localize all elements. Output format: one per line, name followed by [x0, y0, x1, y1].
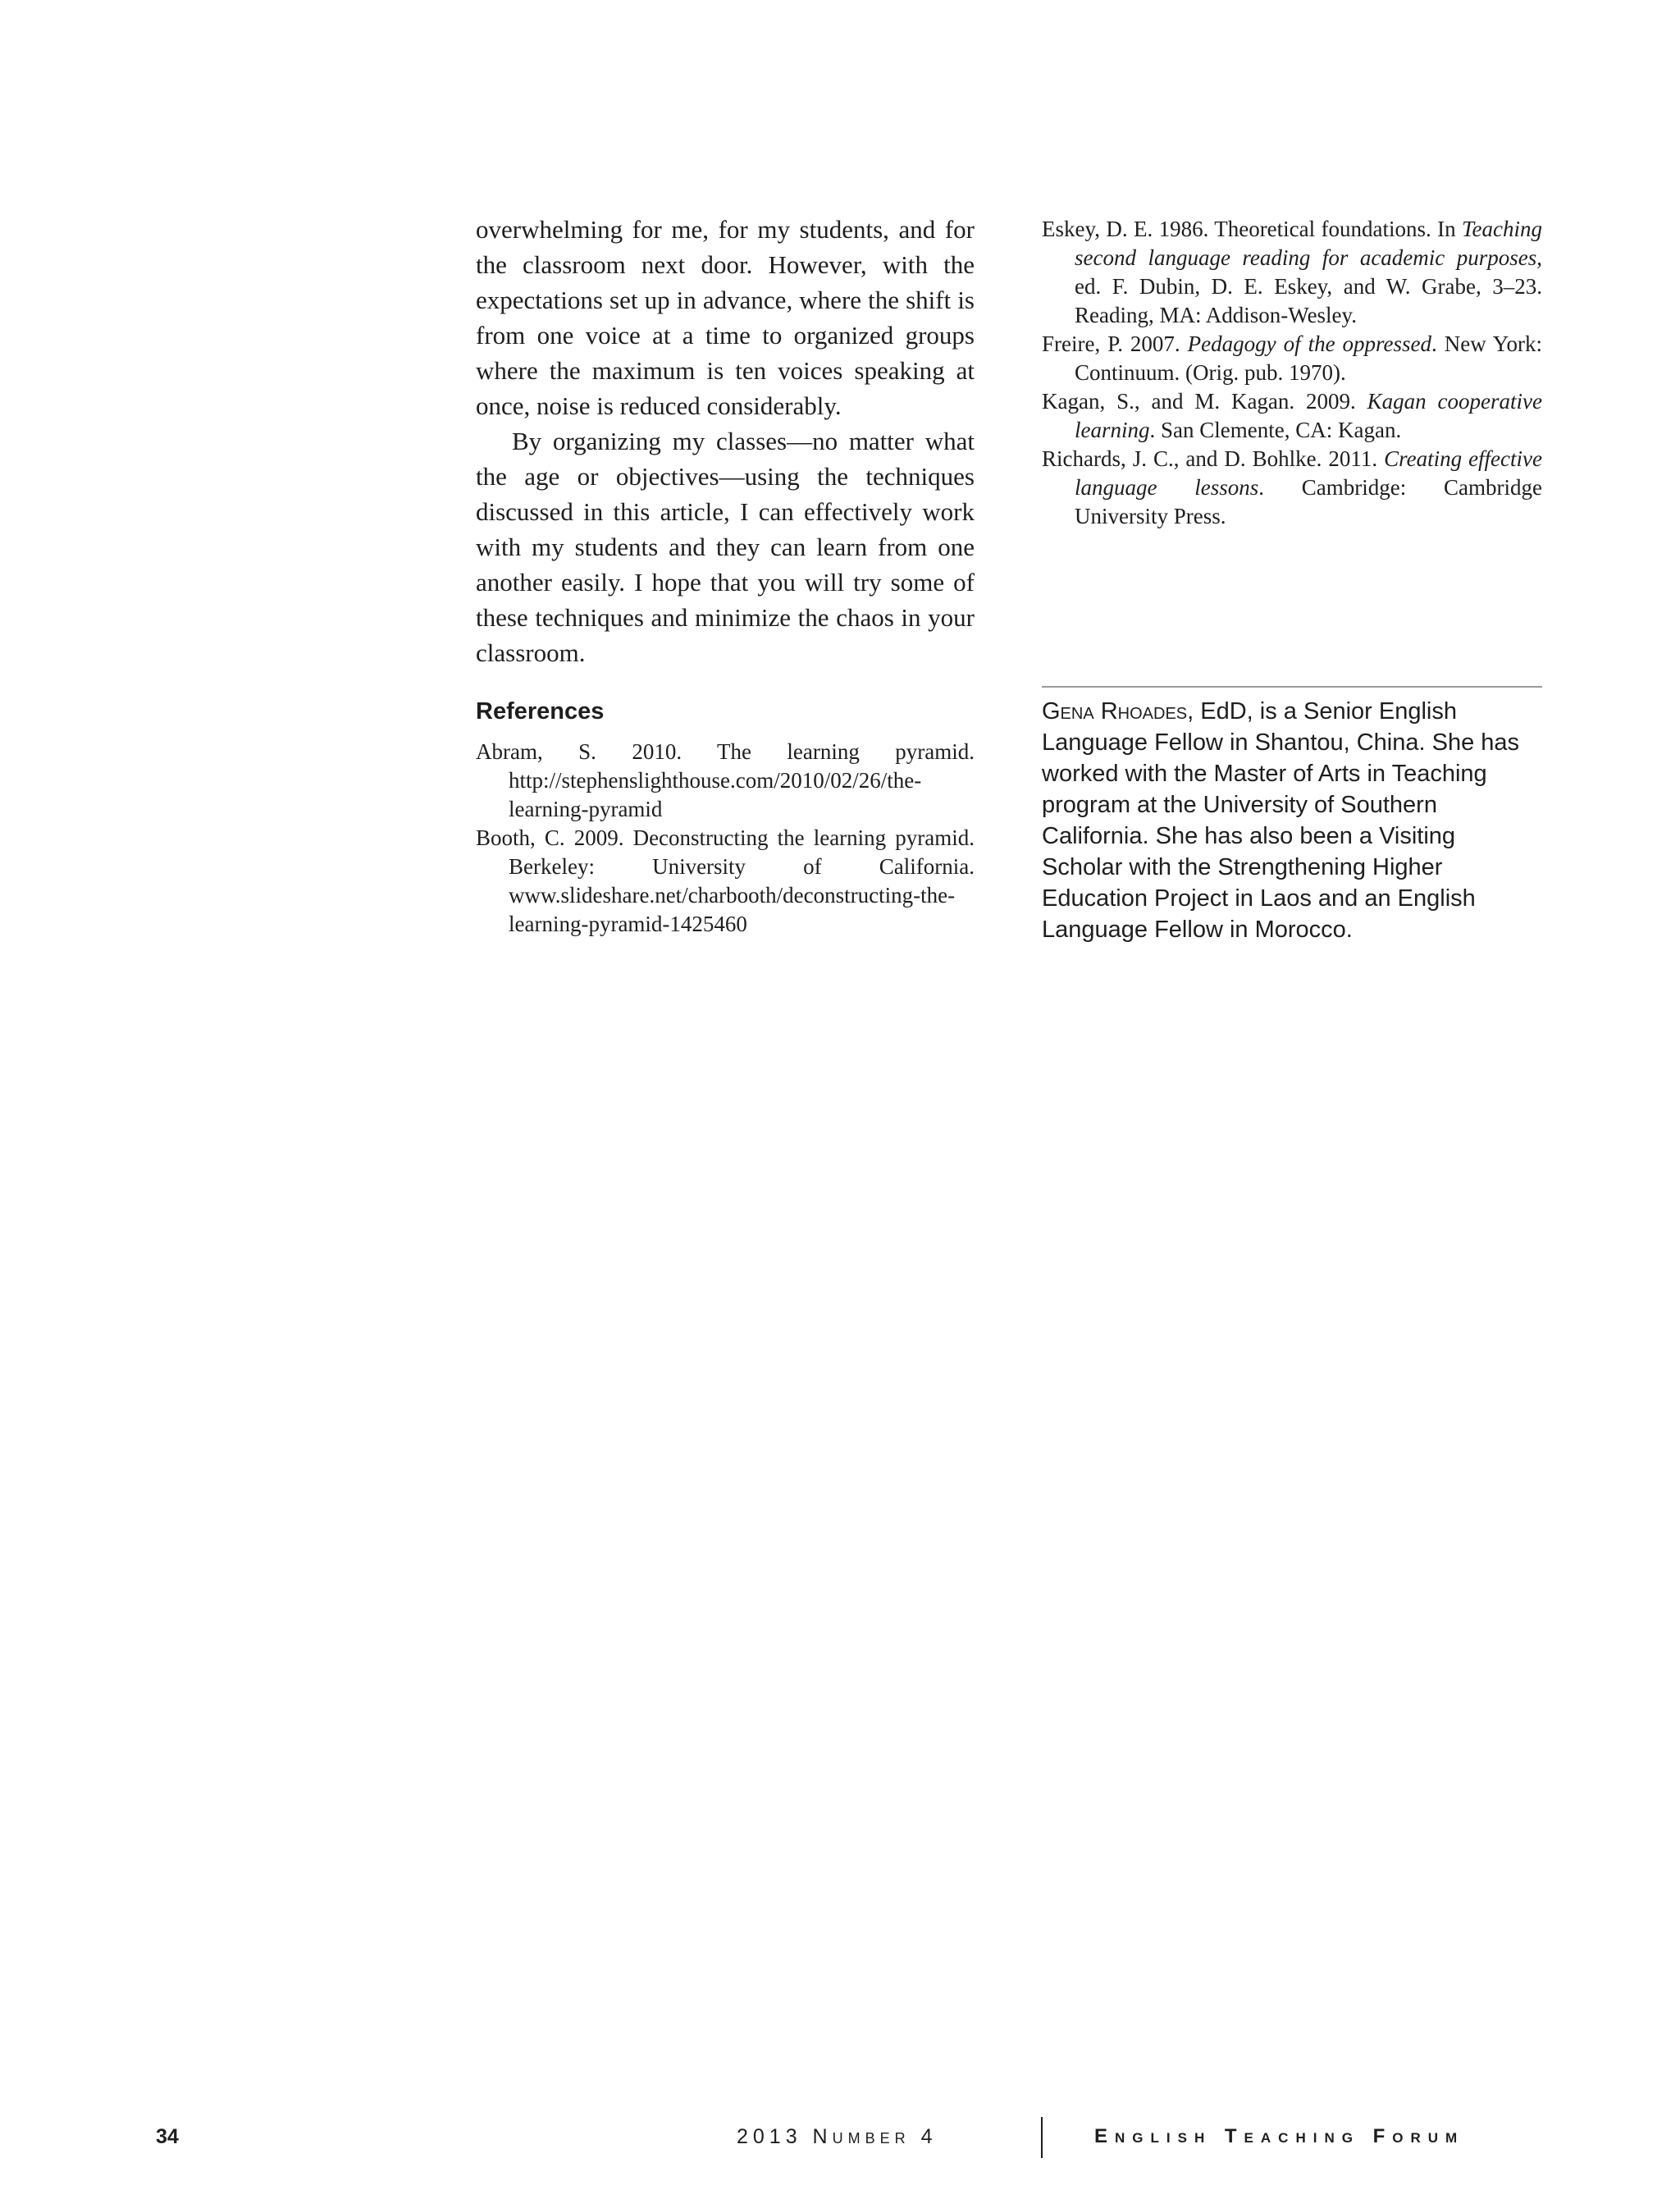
- reference-item: Booth, C. 2009. Deconstructing the learning pyramid. Berkeley: University of California. www.slideshare.net/charbooth/deconstructing-the-learning-pyramid-1425460: [476, 825, 975, 936]
- issue-label: [737, 2125, 937, 2149]
- reference-item: Abram, S. 2010. The learning pyramid. http://stephenslighthouse.com/2010/02/26/the-learning-pyramid: [476, 739, 975, 821]
- reference-title: Teaching second language reading for academic purposes: [1075, 217, 1542, 270]
- right-column: [1042, 215, 1542, 531]
- bio-divider: [1042, 686, 1542, 688]
- references-heading: References: [476, 698, 605, 725]
- reference-item: [1042, 387, 1542, 445]
- reference-title: Pedagogy of the oppressed: [1187, 331, 1432, 356]
- left-column: [476, 212, 975, 939]
- page-number: 34: [156, 2125, 179, 2148]
- body-paragraph-2: By organizing my classes—no matter what the age or objectives—using the techniques discussed in this article, I can effectively work with my students and they can learn from one another easily. I hope that you will try some of these techniques and minimize the chaos in your classroom.: [476, 427, 975, 667]
- reference-text: Richards, J. C., and D. Bohlke. 2011.: [1042, 446, 1385, 471]
- reference-text: Kagan, S., and M. Kagan. 2009.: [1042, 389, 1367, 414]
- issue-text: 2013 Number 4: [737, 2125, 938, 2148]
- author-name: Gena Rhoades: [1042, 698, 1188, 725]
- reference-text: . San Clemente, CA: Kagan.: [1149, 418, 1402, 442]
- reference-item: [1042, 330, 1542, 387]
- footer-separator: [1041, 2117, 1043, 2158]
- reference-text: Eskey, D. E. 1986. Theoretical foundations. In: [1042, 217, 1462, 241]
- journal-title: English Teaching Forum: [1094, 2125, 1465, 2147]
- reference-text: . Cambridge: Cambridge University Press.: [1075, 475, 1542, 528]
- reference-item: [1042, 215, 1542, 330]
- reference-text: , ed. F. Dubin, D. E. Eskey, and W. Grabe, 3–23. Reading, MA: Addison-Wesley.: [1075, 245, 1542, 327]
- reference-text: . New York: Continuum. (Orig. pub. 1970).: [1075, 331, 1542, 385]
- body-paragraph-1: overwhelming for me, for my students, and for the classroom next door. However, with the expectations set up in advance, where the shift is from one voice at a time to organized groups where the maximum is ten voices speaking at once, noise is reduced considerably.: [476, 215, 975, 420]
- author-bio-text: , EdD, is a Senior English Language Fellow in Shantou, China. She has worked with the Master of Arts in Teaching program at the University of Southern California. She has also been a Visiting Scholar with the Strengthening Higher Education Project in Laos and an English Language Fellow in Morocco.: [1042, 698, 1520, 943]
- author-bio: [1042, 696, 1542, 945]
- references-list-left: [476, 738, 975, 939]
- reference-title: Creating effective language lessons: [1075, 446, 1543, 500]
- reference-text: Freire, P. 2007.: [1042, 331, 1188, 356]
- reference-item: [1042, 445, 1542, 531]
- reference-title: Kagan cooperative learning: [1075, 389, 1542, 442]
